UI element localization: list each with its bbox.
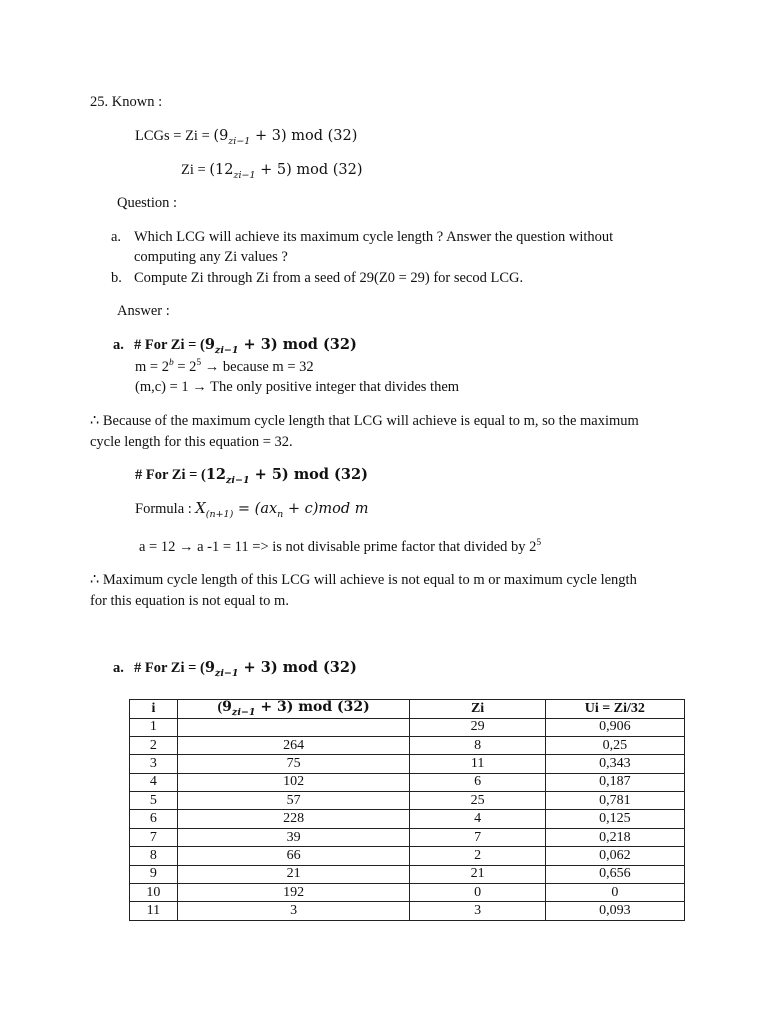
answer-a-heading-prefix: # For Zi = ( bbox=[134, 337, 205, 353]
section2-marker: a. bbox=[113, 660, 124, 676]
cell-i: 8 bbox=[130, 847, 178, 865]
m-line-part2: = 2 bbox=[173, 359, 197, 375]
lcg1-sub: zi−1 bbox=[228, 136, 251, 147]
cell-ui: 0,125 bbox=[545, 810, 684, 828]
conclusion1-line2: cycle length for this equation = 32. bbox=[90, 434, 293, 450]
table-body bbox=[130, 718, 685, 920]
header-expr bbox=[177, 700, 410, 719]
cell-ui: 0,187 bbox=[545, 773, 684, 791]
lcg2-base: 12 bbox=[215, 162, 234, 178]
table-row bbox=[130, 884, 685, 902]
question-b-line: Compute Zi through Zi from a seed of 29(Z0 = 29) for secod LCG. bbox=[134, 270, 524, 286]
lcg-table bbox=[129, 699, 685, 921]
cell-expr: 39 bbox=[177, 828, 410, 846]
formula-label: Formula : bbox=[135, 501, 196, 517]
question-b-marker: b. bbox=[111, 270, 122, 286]
cell-i: 6 bbox=[130, 810, 178, 828]
a-line bbox=[139, 539, 541, 555]
conclusion2-line1: ∴ Maximum cycle length of this LCG will achieve is not equal to m or maximum cycle length bbox=[90, 572, 637, 588]
cell-ui: 0,218 bbox=[545, 828, 684, 846]
formula-lhs: X bbox=[195, 501, 206, 517]
table-row bbox=[130, 902, 685, 920]
answer-a-marker: a. bbox=[113, 337, 124, 353]
cell-expr: 3 bbox=[177, 902, 410, 920]
cell-ui: 0,343 bbox=[545, 755, 684, 773]
question-label: Question : bbox=[117, 195, 178, 211]
m-line bbox=[135, 359, 314, 375]
cell-zi: 8 bbox=[410, 736, 545, 754]
cell-expr bbox=[177, 718, 410, 736]
cell-expr: 66 bbox=[177, 847, 410, 865]
cell-expr: 21 bbox=[177, 865, 410, 883]
m-line-sup-b: b bbox=[168, 358, 174, 368]
answer-a-heading-sub: zi−1 bbox=[214, 345, 239, 356]
problem-title: 25. Known : bbox=[90, 94, 163, 110]
cell-i: 9 bbox=[130, 865, 178, 883]
formula-rhs: + c)mod m bbox=[283, 501, 369, 517]
answer-b-heading-base: 12 bbox=[205, 466, 227, 483]
cell-i: 5 bbox=[130, 792, 178, 810]
question-a-marker: a. bbox=[111, 229, 122, 245]
cell-zi: 6 bbox=[410, 773, 545, 791]
formula-mid: = (ax bbox=[233, 501, 278, 517]
cell-i: 2 bbox=[130, 736, 178, 754]
header-expr-prefix: ( bbox=[217, 700, 223, 715]
lcg2-rest: + 5) mod (32) bbox=[255, 162, 363, 178]
table-row bbox=[130, 810, 685, 828]
lcg1-rest: + 3) mod (32) bbox=[250, 128, 358, 144]
header-zi: Zi bbox=[410, 700, 545, 719]
cell-expr: 264 bbox=[177, 736, 410, 754]
lcg1-equation: LCGs = $Zi = (9_{zi-1} + 3)$ mod (32) bbox=[135, 128, 358, 147]
table-row bbox=[130, 755, 685, 773]
lcg1-base: 9 bbox=[219, 128, 229, 144]
cell-ui: 0,906 bbox=[545, 718, 684, 736]
formula-lhs-sub: (n+1) bbox=[205, 509, 234, 520]
cell-i: 1 bbox=[130, 718, 178, 736]
cell-i: 3 bbox=[130, 755, 178, 773]
cell-zi: 3 bbox=[410, 902, 545, 920]
cell-expr: 192 bbox=[177, 884, 410, 902]
cell-ui: 0,656 bbox=[545, 865, 684, 883]
table-row bbox=[130, 773, 685, 791]
cell-ui: 0,781 bbox=[545, 792, 684, 810]
table-row bbox=[130, 718, 685, 736]
section2-heading-rest: + 3) mod (32) bbox=[238, 659, 357, 676]
answer-a-heading-rest: + 3) mod (32) bbox=[238, 336, 357, 353]
cell-zi: 25 bbox=[410, 792, 545, 810]
m-line-part3: → because m = 32 bbox=[201, 359, 314, 375]
lcg2-sub: zi−1 bbox=[233, 170, 256, 181]
a-line-sup: 5 bbox=[536, 538, 542, 548]
lcg2-prefix: Zi = bbox=[181, 162, 210, 178]
mc-line: (m,c) = 1 → The only positive integer that divides them bbox=[135, 379, 460, 395]
table-header-row bbox=[130, 700, 685, 719]
question-a-line1: Which LCG will achieve its maximum cycle length ? Answer the question without bbox=[134, 229, 614, 245]
cell-i: 7 bbox=[130, 828, 178, 846]
m-line-sup-5: 5 bbox=[196, 358, 202, 368]
section2-heading-sub: zi−1 bbox=[214, 668, 239, 679]
formula-line bbox=[135, 502, 369, 520]
header-expr-sub: zi−1 bbox=[231, 707, 256, 718]
cell-zi: 0 bbox=[410, 884, 545, 902]
m-line-part1: m = 2 bbox=[135, 359, 169, 375]
answer-b-heading-prefix: # For Zi = ( bbox=[135, 467, 206, 483]
cell-ui: 0,25 bbox=[545, 736, 684, 754]
formula-mid-sub: n bbox=[277, 509, 284, 520]
cell-expr: 228 bbox=[177, 810, 410, 828]
cell-zi: 21 bbox=[410, 865, 545, 883]
section2-heading bbox=[134, 661, 357, 679]
cell-zi: 11 bbox=[410, 755, 545, 773]
cell-zi: 4 bbox=[410, 810, 545, 828]
cell-expr: 102 bbox=[177, 773, 410, 791]
section2-heading-base: 9 bbox=[204, 659, 215, 676]
answer-b-heading-rest: + 5) mod (32) bbox=[249, 466, 368, 483]
answer-label: Answer : bbox=[117, 303, 170, 319]
section2-heading-prefix: # For Zi = ( bbox=[134, 660, 205, 676]
cell-expr: 75 bbox=[177, 755, 410, 773]
question-a-line2: computing any Zi values ? bbox=[134, 249, 288, 265]
table-row bbox=[130, 847, 685, 865]
header-i: i bbox=[130, 700, 178, 719]
cell-i: 4 bbox=[130, 773, 178, 791]
answer-b-heading bbox=[135, 468, 368, 486]
cell-expr: 57 bbox=[177, 792, 410, 810]
lcg1-prefix: LCGs = Zi = bbox=[135, 128, 214, 144]
table-row bbox=[130, 736, 685, 754]
cell-ui: 0,062 bbox=[545, 847, 684, 865]
table-row bbox=[130, 865, 685, 883]
cell-i: 11 bbox=[130, 902, 178, 920]
answer-b-heading-sub: zi−1 bbox=[226, 475, 250, 486]
conclusion2-line2: for this equation is not equal to m. bbox=[90, 593, 289, 609]
cell-zi: 7 bbox=[410, 828, 545, 846]
header-ui: Ui = Zi/32 bbox=[545, 700, 684, 719]
conclusion1-line1: ∴ Because of the maximum cycle length that LCG will achieve is equal to m, so the maximum bbox=[90, 413, 639, 429]
cell-zi: 29 bbox=[410, 718, 545, 736]
answer-a-heading bbox=[134, 338, 357, 356]
a-line-text: a = 12 → a -1 = 11 => is not divisable prime factor that divided by 2 bbox=[139, 539, 537, 555]
cell-ui: 0,093 bbox=[545, 902, 684, 920]
table-row bbox=[130, 828, 685, 846]
table-row bbox=[130, 792, 685, 810]
cell-ui: 0 bbox=[545, 884, 684, 902]
lcg2-equation: $Zi = (12_{zi-1} + 5)$ mod (32) bbox=[181, 162, 363, 181]
answer-a-heading-base: 9 bbox=[204, 336, 215, 353]
header-expr-base: 9 bbox=[222, 699, 232, 715]
header-expr-rest: + 3) mod (32) bbox=[255, 699, 370, 715]
cell-zi: 2 bbox=[410, 847, 545, 865]
cell-i: 10 bbox=[130, 884, 178, 902]
